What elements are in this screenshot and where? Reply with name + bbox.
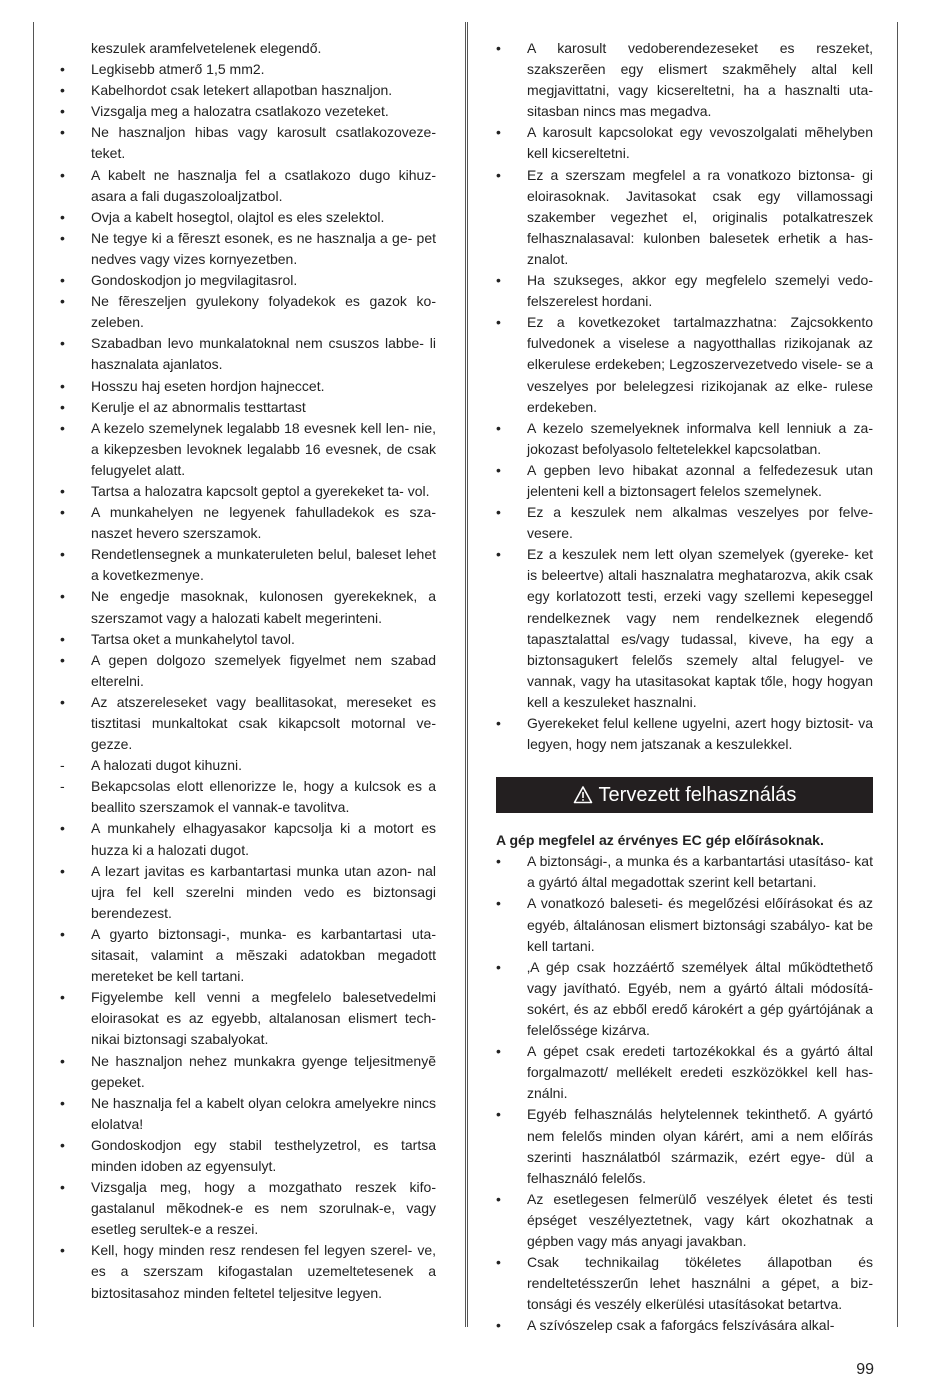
list-item-text: A gépet csak eredeti tartozékokkal és a gyártó által forgalmazott/ mellékelt eredeti eszközökkel kell has-ználni. (527, 1043, 873, 1102)
list-item (60, 502, 436, 544)
bullet-marker: • (60, 166, 65, 183)
bullet-marker: • (496, 958, 501, 975)
bullet-marker: • (496, 853, 501, 870)
list-item (60, 776, 436, 818)
bullet-marker: • (60, 1136, 65, 1153)
bullet-marker: • (60, 588, 65, 605)
list-item (60, 376, 436, 397)
list-item (496, 1041, 873, 1104)
list-item-text: A karosult vedoberendezeseket es reszeket, szakszerẽen egy elismert szakmẽhely altal kell megjavittatni, vagy kicsereltetni, ha a hasznalti uta- sitasban nincs mas megadva. (527, 40, 873, 120)
list-item (60, 38, 436, 59)
list-item-text: Ez a keszulek nem lett olyan szemelyek (gyereke- ket is beleertve) altali hasznalatra meghatarozva, akik csak egy korlatozott testi, erzeki vagy szellemi kepeseggel rendelkeznek vagy nem rendelkeznek elegendő tapasztalattal es/vagy tudassal, kiveve, ha egy a biztonsagukert felelős szemely altal felugyel- ve vannak, vagy ha utasitasokat kaptak tőle, hogy hogyan kell a keszuleket hasznalni. (527, 546, 873, 710)
list-item-text: A kabelt ne hasznalja fel a csatlakozo dugo kihuz- asara a fali dugaszoloaljzatbol. (91, 166, 436, 204)
section-header (496, 777, 873, 813)
bullet-marker: • (496, 124, 501, 141)
bullet-marker: • (496, 461, 501, 478)
list-item (60, 270, 436, 291)
list-item (60, 291, 436, 333)
bullet-marker: • (496, 40, 501, 56)
list-item (60, 818, 436, 860)
list-item (60, 122, 436, 164)
list-item-text: A munkahelyen ne legyenek fahulladekok es sza- naszet hevero szerszamok. (91, 504, 436, 542)
list-item (60, 333, 436, 375)
list-item-text: Legkisebb atmerő 1,5 mm2. (91, 61, 265, 78)
warning-triangle-icon (573, 785, 593, 805)
list-item-text: Ez a szerszam megfelel a ra vonatkozo biztonsa- gi eloirasoknak. Javitasokat csak egy villamossagi szakember vegezhet el, originalis potalkatreszek felhasznalasaval: kulonben balesetek erhetik a has- znalot. (527, 166, 873, 267)
list-item (60, 586, 436, 628)
list-item-text: ‚A gép csak hozzáértő személyek által működtethető vagy javítható. Egyéb, nem a gyártó általi módosítá- sokért, és az ebből eredő károkért a gép gyártójának a felelőssége kizárva. (527, 958, 873, 1039)
bullet-marker: • (60, 989, 65, 1006)
list-item-text: Ne tegye ki a fẽreszt esonek, es ne hasznalja a ge- pet nedves vagy vizes kornyezetben. (91, 229, 436, 267)
list-item (496, 851, 873, 893)
bullet-marker: • (496, 546, 501, 563)
bullet-marker: • (60, 229, 65, 246)
list-item-text: Ne hasznalja fel a kabelt olyan celokra amelyekre nincs elolatva! (91, 1094, 436, 1132)
list-item-text: A gepen dolgozo szemelyek figyelmet nem szabad elterelni. (91, 651, 436, 689)
list-item (496, 544, 873, 713)
section-title: Tervezett felhasználás (598, 783, 797, 806)
bullet-marker: • (60, 546, 65, 563)
list-item (60, 80, 436, 101)
list-item (60, 1177, 436, 1240)
list-item (60, 924, 436, 987)
bullet-marker: • (60, 651, 65, 668)
section-list (496, 851, 873, 1336)
list-item-text: Egyéb felhasználás helytelennek tekinthető. A gyártó nem felelős minden olyan kárért, ami a nem előírás szerinti használatból származik, ezért egye- dül a felhasználó felelős. (527, 1106, 873, 1186)
list-item-text: A halozati dugot kihuzni. (91, 757, 242, 774)
list-item-text: Hosszu haj eseten hordjon hajneccet. (91, 377, 325, 394)
bullet-marker: • (60, 482, 65, 499)
bullet-marker: • (60, 925, 65, 942)
list-item-text: Rendetlensegnek a munkateruleten belul, baleset lehet a kovetkezmenye. (91, 546, 436, 584)
list-item (496, 957, 873, 1041)
section-lead: A gép megfelel az érvényes EC gép előírásoknak. (496, 832, 824, 849)
list-item-text: Gondoskodjon egy stabil testhelyzetrol, es tartsa minden idoben az egyensulyt. (91, 1136, 436, 1174)
list-item (496, 713, 873, 755)
list-item-text: Figyelembe kell venni a megfelelo balesetvedelmi eloirasokat es az egyebb, altalanosan elismert tech- nikai biztonsagi szabalyokat. (91, 989, 436, 1048)
left-margin-rule (33, 22, 34, 1327)
list-item (496, 1252, 873, 1315)
list-item-text: keszulek aramfelvetelenek elegendő. (91, 40, 322, 56)
bullet-marker: • (60, 862, 65, 879)
list-item-text: Gondoskodjon jo megvilagitasrol. (91, 272, 298, 289)
list-item (60, 1135, 436, 1177)
list-item-text: A biztonsági-, a munka és a karbantartási utasításo- kat a gyártó által megadottak szerint kell betartani. (527, 853, 873, 891)
left-column (60, 38, 436, 1304)
list-item-text: A gepben levo hibakat azonnal a felfedezesuk utan jelenteni kell a biztonsagert felelos szemelynek. (527, 461, 873, 499)
bullet-marker: • (496, 314, 501, 331)
bullet-marker: • (60, 272, 65, 289)
list-item (496, 122, 873, 164)
list-item (60, 59, 436, 80)
list-item (60, 207, 436, 228)
list-item (496, 38, 873, 122)
column-divider-right (467, 22, 468, 1327)
list-item (60, 755, 436, 776)
list-item-text: A gyarto biztonsagi-, munka- es karbantartasi uta- sitasait, valamint a mẽszaki adatokban megadott mereteket be kell tartani. (91, 925, 436, 985)
bullet-marker: • (60, 398, 65, 415)
list-item-text: Gyerekeket felul kellene ugyelni, azert hogy biztosit- va legyen, hogy nem jatszanak a keszulekkel. (527, 715, 873, 753)
right-column (496, 38, 873, 1336)
list-item (496, 1104, 873, 1188)
bullet-marker: • (60, 419, 65, 436)
bullet-marker: • (60, 820, 65, 837)
list-item-text: Csak technikailag tökéletes állapotban és rendeltetésszerűn lehet használni a gépet, a biz- tonsági és veszély elkerülési utasításokat betartva. (527, 1254, 873, 1313)
list-item-text: Az esetlegesen felmerülő veszélyek életet és testi épséget veszélyeztetnek, vagy kárt okozhatnak a gépben vagy más anyagi javakban. (527, 1190, 873, 1249)
list-item (60, 650, 436, 692)
list-item (496, 1315, 873, 1336)
list-item-text: Vizsgalja meg a halozatra csatlakozo vezeteket. (91, 103, 389, 120)
bullet-marker: • (60, 293, 65, 310)
list-item-text: Ha szukseges, akkor egy megfelelo szemelyi vedo- felszerelest hordani. (527, 272, 873, 310)
list-item-text: A szívószelep csak a faforgács felszívására alkal- (527, 1317, 835, 1334)
list-item-text: Bekapcsolas elott ellenorizze le, hogy a kulcsok es a beallito szerszamok el vannak-e tavolitva. (91, 778, 436, 816)
bullet-marker: • (60, 1179, 65, 1196)
right-column-list (496, 38, 873, 755)
bullet-marker: • (60, 630, 65, 647)
list-item (496, 270, 873, 312)
bullet-marker: • (60, 103, 65, 120)
list-item (496, 312, 873, 417)
list-item-text: Szabadban levo munkalatoknal nem csuszos labbe- li hasznalata ajanlatos. (91, 335, 436, 373)
bullet-marker: • (496, 1190, 501, 1207)
list-item (60, 418, 436, 481)
list-item-text: A vonatkozó baleseti- és megelőzési előírásokat és az egyéb, általánosan elismert biztonsági szabályo- kat be kell tartani. (527, 895, 873, 954)
bullet-marker: • (60, 693, 65, 710)
bullet-marker: • (60, 377, 65, 394)
list-item (60, 101, 436, 122)
list-item (496, 893, 873, 956)
list-item (496, 418, 873, 460)
list-item (60, 228, 436, 270)
bullet-marker: • (496, 166, 501, 183)
column-divider-left (465, 22, 466, 1327)
list-item (496, 1189, 873, 1252)
list-item-text: Az atszereleseket vagy beallitasokat, mereseket es tisztitasi munkaltokat csak kikapcsolt motornal ve- gezze. (91, 693, 436, 753)
bullet-marker: • (496, 895, 501, 912)
list-item (496, 502, 873, 544)
list-item (60, 629, 436, 650)
bullet-marker: • (496, 715, 501, 731)
list-item-text: Kerulje el az abnormalis testtartast (91, 398, 306, 415)
bullet-marker: • (60, 335, 65, 352)
list-item (60, 861, 436, 924)
list-item-text: Ovja a kabelt hosegtol, olajtol es eles szelektol. (91, 208, 385, 225)
bullet-marker: • (496, 419, 501, 436)
dash-marker: - (60, 778, 65, 795)
list-item (60, 481, 436, 502)
list-item (60, 1093, 436, 1135)
page-number: 99 (856, 1361, 874, 1378)
bullet-marker: • (60, 1052, 65, 1069)
list-item-text: A karosult kapcsolokat egy vevoszolgalati mẽhelyben kell kicsereltetni. (527, 124, 873, 162)
bullet-marker: • (496, 504, 501, 521)
bullet-marker: • (60, 504, 65, 521)
list-item (60, 165, 436, 207)
list-item-text: Ne hasznaljon hibas vagy karosult csatlakozoveze- teket. (91, 124, 436, 162)
bullet-marker: • (60, 1242, 65, 1259)
bullet-marker: • (496, 272, 501, 289)
list-item (60, 544, 436, 586)
bullet-marker: • (60, 1094, 65, 1111)
bullet-marker: • (496, 1317, 501, 1334)
list-item-text: Ez a kovetkezoket tartalmazzhatna: Zajcsokkento fulvedonek a viselese a nagyotthallas rizikojanak az elkerulese erdekeben; Legzoszervezetvedo visele- se a veszelyes por belelegzesi rizikojanak az elke- rulese erdekeben. (527, 314, 873, 415)
right-margin-rule (897, 22, 898, 1327)
bullet-marker: • (60, 82, 65, 99)
list-item-text: Kell, hogy minden resz rendesen fel legyen szerel- ve, es a szerszam kifogastalan uzemeltetesenek a biztositasahoz minden feltetel teljesitve legyen. (91, 1242, 436, 1301)
list-item-text: Ez a keszulek nem alkalmas veszelyes por felve- vesere. (527, 504, 873, 542)
list-item-text: Ne engedje masoknak, kulonosen gyerekeknek, a szerszamot vagy a halozati kabelt megerinteni. (91, 588, 436, 626)
list-item-text: A kezelo szemelynek legalabb 18 evesnek kell len- nie, a kikepzesben levoknek legalabb 16 evesnek, de csak felugyelet alatt. (91, 419, 436, 478)
list-item (60, 692, 436, 755)
list-item (60, 397, 436, 418)
list-item (496, 460, 873, 502)
list-item-text: Kabelhordot csak letekert allapotban hasznaljon. (91, 82, 393, 99)
list-item-text: A kezelo szemelyeknek informalva kell lenniuk a za- jokozast befolyasolo feltetelekkel kapcsolatban. (527, 419, 873, 457)
dash-marker: - (60, 757, 65, 774)
list-item-text: A lezart javitas es karbantartasi munka utan azon- nal ujra fel kell szerelni minden vedo es biztonsagi berendezest. (91, 862, 436, 921)
list-item-text: Ne fẽreszeljen gyulekony folyadekok es gazok ko- zeleben. (91, 293, 436, 331)
list-item (60, 987, 436, 1050)
bullet-marker: • (60, 208, 65, 225)
bullet-marker: • (60, 124, 65, 141)
bullet-marker: • (496, 1106, 501, 1123)
list-item (60, 1240, 436, 1303)
list-item (60, 1051, 436, 1093)
list-item-text: Tartsa oket a munkahelytol tavol. (91, 630, 295, 647)
list-item-text: Tartsa a halozatra kapcsolt geptol a gyerekeket ta- vol. (91, 482, 430, 499)
list-item (496, 165, 873, 270)
list-item-text: A munkahely elhagyasakor kapcsolja ki a motort es huzza ki a halozati dugot. (91, 820, 436, 858)
list-item-text: Vizsgalja meg, hogy a mozgathato reszek kifo- gastalanul mẽkodnek-e es nem szorulnak-e, vagy esetleg serultek-e a reszei. (91, 1179, 436, 1238)
bullet-marker: • (60, 61, 65, 78)
bullet-marker: • (496, 1043, 501, 1060)
bullet-marker: • (496, 1254, 501, 1271)
list-item-text: Ne hasznaljon nehez munkakra gyenge teljesitmenyẽ gepeket. (91, 1052, 436, 1090)
